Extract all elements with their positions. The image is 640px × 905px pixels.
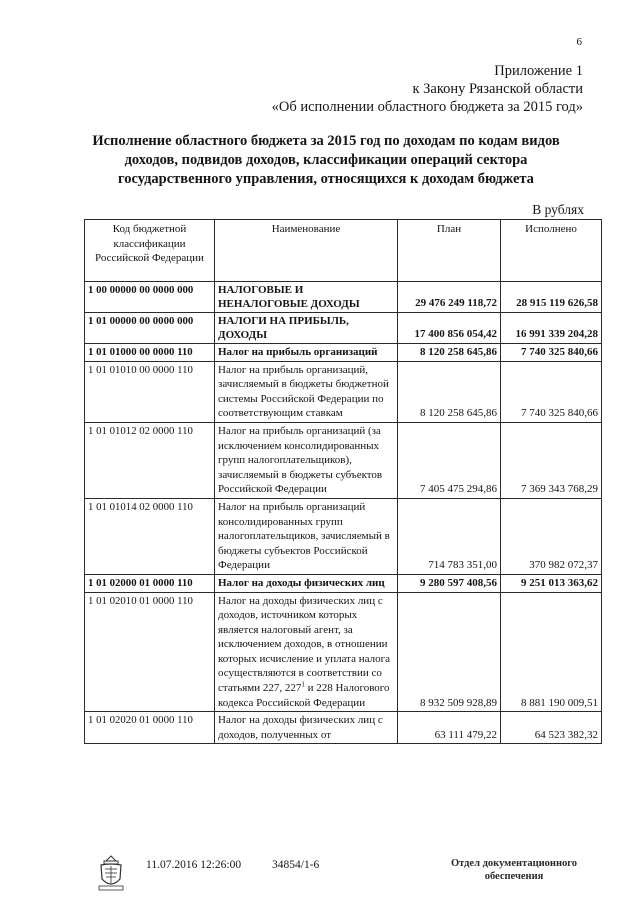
row-name: Налог на прибыль организаций (за исключением консолидированных групп налогоплательщиков), зачисляемый в бюджеты субъектов Российской Федерации: [215, 422, 398, 498]
footer-doc-number: 34854/1-6: [272, 859, 320, 871]
row-name: Налог на доходы физических лиц с доходов, полученных от: [215, 712, 398, 744]
header-name: Наименование: [215, 220, 398, 282]
appendix-line-2: к Закону Рязанской области: [412, 81, 583, 97]
header-code: Код бюджетной классификации Российской Федерации: [85, 220, 215, 282]
row-code: 1 01 02000 01 0000 110: [85, 574, 215, 592]
row-name: Налог на доходы физических лиц: [215, 574, 398, 592]
row-plan: 9 280 597 408,56: [398, 574, 501, 592]
coat-of-arms-icon: [96, 855, 126, 893]
appendix-line-1: Приложение 1: [494, 63, 583, 79]
row-name: [215, 592, 398, 712]
row-plan: 29 476 249 118,72: [398, 282, 501, 313]
row-plan: 8 120 258 645,86: [398, 344, 501, 362]
row-code: 1 01 01012 02 0000 110: [85, 422, 215, 498]
footer-department: [432, 857, 596, 883]
table-row: [85, 574, 602, 592]
row-name: Налог на прибыль организаций консолидированных групп налогоплательщиков, зачисляемый в бюджеты субъектов Российской Федерации: [215, 498, 398, 574]
row-name-text: Налог на доходы физических лиц с доходов, источником которых является налоговый агент, за исключением доходов, в отношении которых исчисление и уплата налога осуществляются в соответствии со статьями 227, 227: [218, 594, 391, 695]
row-name: Налог на прибыль организаций, зачисляемый в бюджеты бюджетной системы Российской Федерации по соответствующим ставкам: [215, 361, 398, 422]
table-row: [85, 712, 602, 744]
footer-department-line-2: обеспечения: [484, 871, 544, 882]
row-code: 1 01 02010 01 0000 110: [85, 592, 215, 712]
header-executed: Исполнено: [501, 220, 602, 282]
table-row: [85, 498, 602, 574]
row-executed: 7 740 325 840,66: [501, 361, 602, 422]
table-row: [85, 313, 602, 344]
row-name: НАЛОГОВЫЕ И НЕНАЛОГОВЫЕ ДОХОДЫ: [215, 282, 398, 313]
row-name-text-tail: и 228 Налогового кодекса Российской Федерации: [218, 682, 390, 709]
row-executed: 28 915 119 626,58: [501, 282, 602, 313]
row-plan: 7 405 475 294,86: [398, 422, 501, 498]
article-superscript: 1: [301, 680, 305, 689]
row-executed: 64 523 382,32: [501, 712, 602, 744]
row-name: НАЛОГИ НА ПРИБЫЛЬ, ДОХОДЫ: [215, 313, 398, 344]
footer-date: 11.07.2016 12:26:00: [146, 859, 242, 871]
row-code: 1 01 01010 00 0000 110: [85, 361, 215, 422]
footer-department-line-1: Отдел документационного: [450, 858, 578, 869]
table-row: [85, 422, 602, 498]
row-code: 1 01 02020 01 0000 110: [85, 712, 215, 744]
row-executed: 9 251 013 363,62: [501, 574, 602, 592]
row-plan: 714 783 351,00: [398, 498, 501, 574]
row-code: 1 01 00000 00 0000 000: [85, 313, 215, 344]
table-header-row: [85, 220, 602, 282]
row-executed: 7 369 343 768,29: [501, 422, 602, 498]
row-executed: 8 881 190 009,51: [501, 592, 602, 712]
row-executed: 7 740 325 840,66: [501, 344, 602, 362]
row-plan: 8 932 509 928,89: [398, 592, 501, 712]
row-plan: 8 120 258 645,86: [398, 361, 501, 422]
appendix-line-3: «Об исполнении областного бюджета за 2015 год»: [271, 99, 583, 115]
row-plan: 17 400 856 054,42: [398, 313, 501, 344]
row-code: 1 00 00000 00 0000 000: [85, 282, 215, 313]
appendix-header: [272, 62, 583, 116]
header-plan: План: [398, 220, 501, 282]
row-name: Налог на прибыль организаций: [215, 344, 398, 362]
budget-table: [84, 219, 602, 744]
page-footer: [0, 855, 640, 895]
table-row: [85, 344, 602, 362]
document-title: Исполнение областного бюджета за 2015 год по доходам по кодам видов доходов, подвидов доходов, классификации операций сектора государственного управления, относящихся к доходам бюджета: [92, 133, 560, 187]
table-row: [85, 361, 602, 422]
table-row: [85, 592, 602, 712]
table-row: [85, 282, 602, 313]
units-label: В рублях: [532, 202, 584, 217]
page-number: 6: [576, 36, 582, 48]
row-code: 1 01 01000 00 0000 110: [85, 344, 215, 362]
row-plan: 63 111 479,22: [398, 712, 501, 744]
row-executed: 370 982 072,37: [501, 498, 602, 574]
row-executed: 16 991 339 204,28: [501, 313, 602, 344]
row-code: 1 01 01014 02 0000 110: [85, 498, 215, 574]
